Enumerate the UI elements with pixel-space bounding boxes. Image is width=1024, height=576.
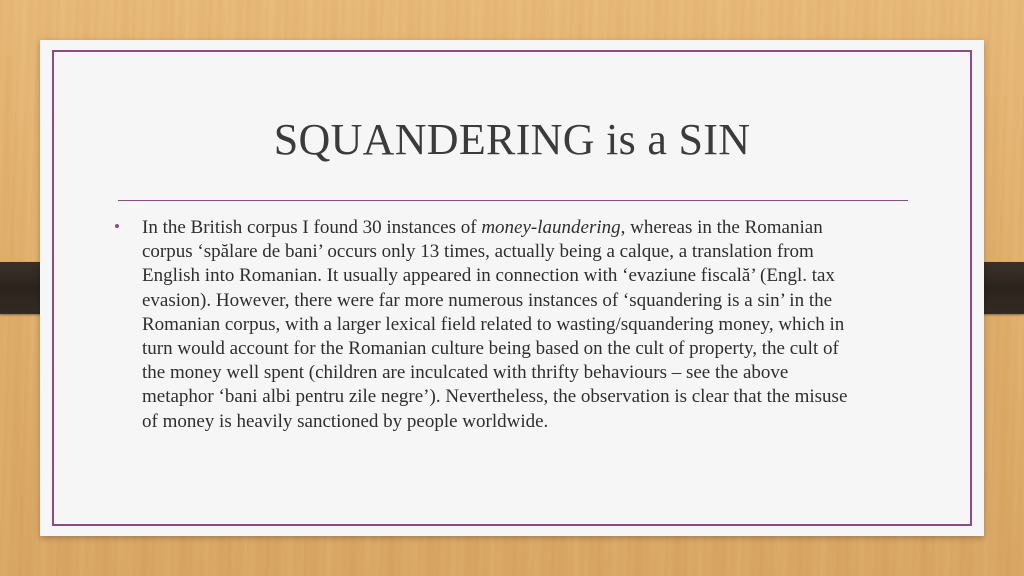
bullet-list [114, 216, 854, 434]
bullet-marker: • [114, 217, 120, 236]
bullet-text-body: , whereas in the Romanian corpus ‘spălare de bani’ occurs only 13 times, actually being a calque, a translation from English into Romanian. It usually appeared in connection with ‘evaziune fiscală’ (Engl. tax evasion). However, there were far more numerous instances of ‘squandering is a sin’ in the Romanian corpus, with a larger lexical field related to wasting/squandering money, which in turn would account for the Romanian culture being based on the cult of property, the cult of the money well spent (children are inculcated with thrifty behaviours – see the above metaphor ‘bani albi pentru zile negre’). Nevertheless, the observation is clear that the misuse of money is heavily sanctioned by people worldwide. [142, 217, 848, 432]
slide-paper [40, 40, 984, 536]
bullet-text [142, 217, 847, 432]
bullet-item [114, 216, 854, 434]
bullet-text-intro: In the British corpus I found 30 instances of [142, 217, 482, 238]
title-divider [118, 200, 908, 201]
italic-term-money-laundering: money-laundering [481, 217, 621, 238]
slide-title: SQUANDERING is a SIN [273, 115, 751, 164]
